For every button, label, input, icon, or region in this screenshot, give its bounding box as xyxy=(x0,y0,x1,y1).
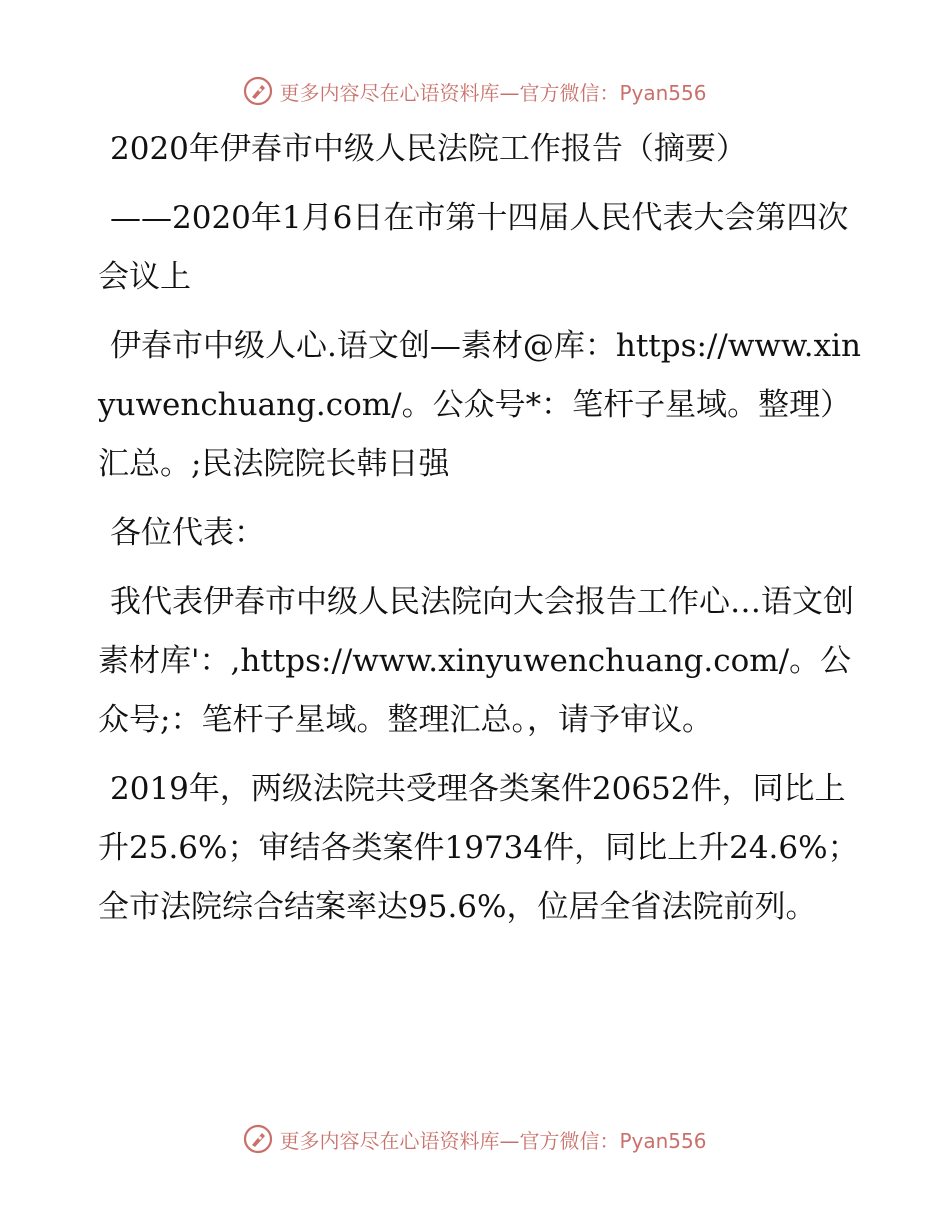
watermark-text: 更多内容尽在心语资料库—官方微信：Pyan556 xyxy=(279,80,707,105)
document-byline: 伊春市中级人心.语文创—素材@库：https://www.xinyuwenchuang.com/。公众号*：笔杆子星域。整理）汇总。;民法院院长韩日强 xyxy=(98,328,861,482)
watermark-footer xyxy=(0,1122,950,1156)
watermark-text: 更多内容尽在心语资料库—官方微信：Pyan556 xyxy=(279,1128,707,1153)
stats-paragraph: 2019年，两级法院共受理各类案件20652件，同比上升25.6%；审结各类案件19734件，同比上升24.6%；全市法院综合结案率达95.6%，位居全省法院前列。 xyxy=(98,771,859,925)
salutation: 各位代表： xyxy=(110,515,265,551)
watermark-header xyxy=(0,74,950,108)
document-subtitle: ——2020年1月6日在市第十四届人民代表大会第四次会议上 xyxy=(98,200,849,295)
document-body xyxy=(98,120,868,947)
pen-nib-logo-icon xyxy=(243,1124,273,1154)
document-title: 2020年伊春市中级人民法院工作报告（摘要） xyxy=(110,131,747,167)
intro-paragraph: 我代表伊春市中级人民法院向大会报告工作心…语文创素材库'：,https://www.xinyuwenchuang.com/。公众号;：笔杆子星域。整理汇总。，请予审议。 xyxy=(98,584,854,738)
pen-nib-logo-icon xyxy=(243,76,273,106)
